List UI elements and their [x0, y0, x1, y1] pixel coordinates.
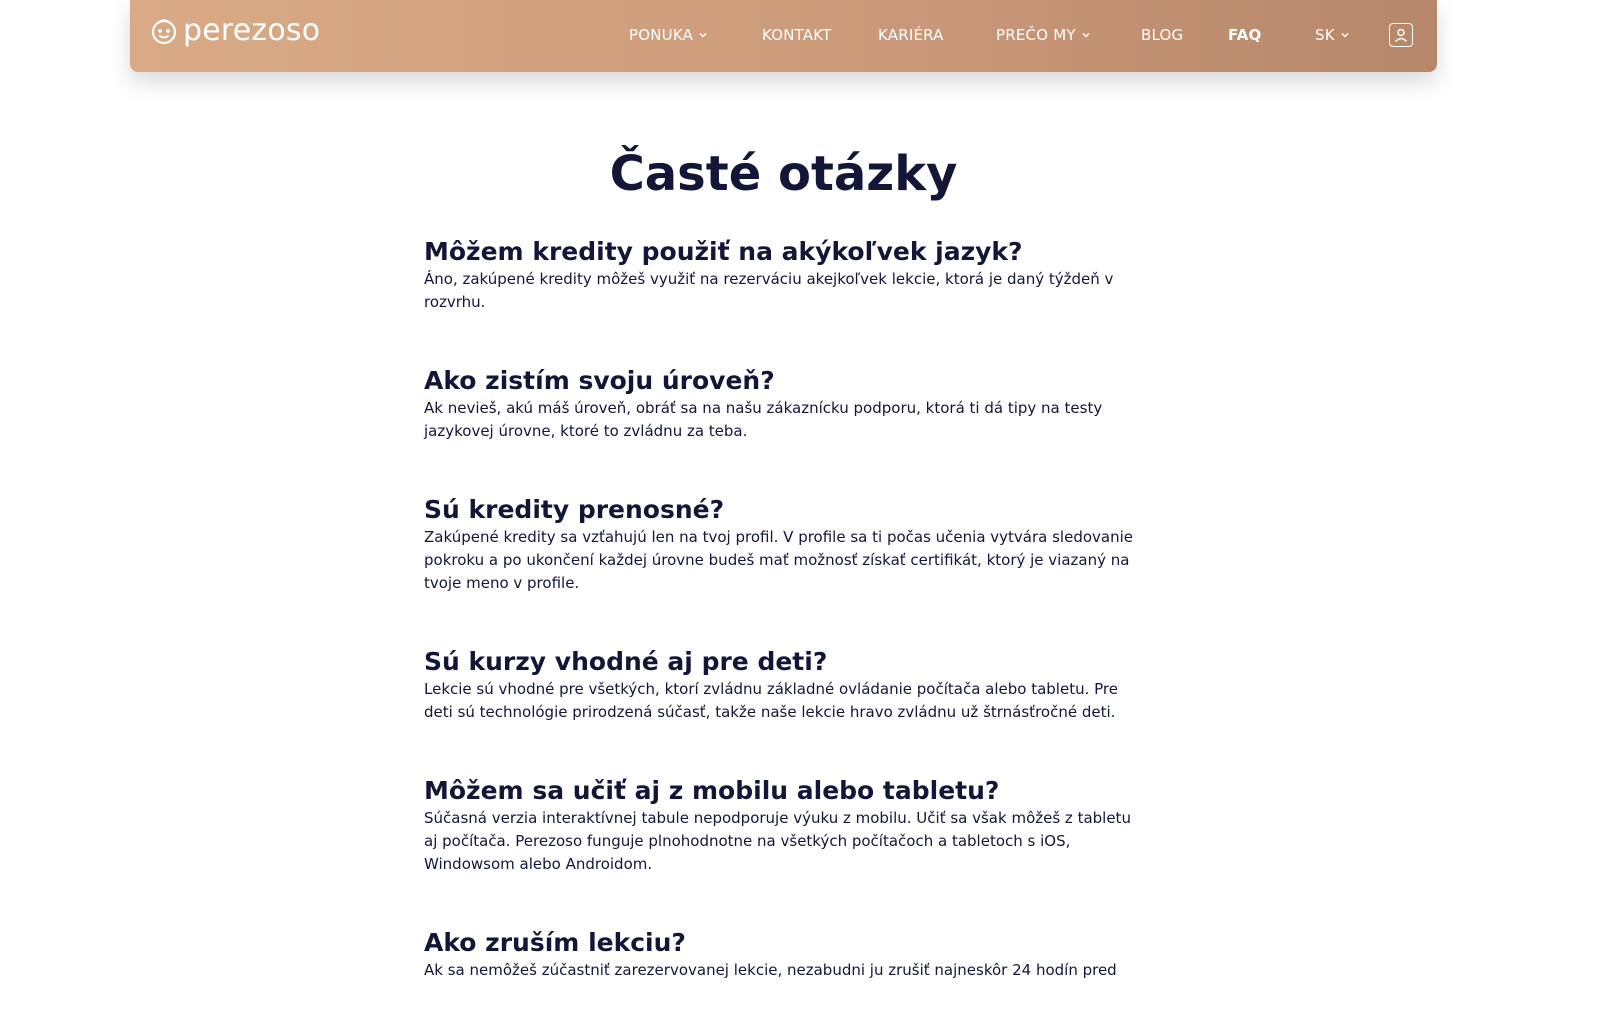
faq-answer: Zakúpené kredity sa vzťahujú len na tvoj profil. V profile sa ti počas učenia vytvára sledovanie pokroku a po ukončení každej úrovne budeš mať možnosť získať certifikát, ktorý je viazaný na tvoje meno v profile. — [424, 528, 1133, 592]
nav-blog-label: BLOG — [1141, 26, 1184, 44]
faq-item — [424, 494, 1142, 595]
nav-kariera-label: KARIÉRA — [878, 26, 944, 44]
logo-text: perezoso — [183, 13, 321, 48]
faq-question: Môžem sa učiť aj z mobilu alebo tabletu? — [424, 776, 1000, 805]
nav-blog[interactable] — [1141, 26, 1183, 44]
language-label: SK — [1315, 26, 1335, 44]
faq-answer: Áno, zakúpené kredity môžeš využiť na rezerváciu akejkoľvek lekcie, ktorá je daný týždeň v rozvrhu. — [424, 270, 1114, 311]
chevron-down-icon — [1081, 30, 1091, 40]
user-icon — [1393, 27, 1409, 43]
faq-item — [424, 775, 1142, 876]
nav-kariera[interactable] — [878, 26, 944, 44]
nav-faq-label: FAQ — [1228, 26, 1262, 44]
faq-question: Ako zistím svoju úroveň? — [424, 366, 775, 395]
nav-faq[interactable] — [1228, 26, 1262, 44]
page-title: Časté otázky — [609, 146, 958, 202]
faq-item — [424, 236, 1142, 314]
top-navbar — [130, 0, 1437, 72]
faq-question: Sú kurzy vhodné aj pre deti? — [424, 647, 828, 676]
nav-ponuka[interactable] — [629, 26, 708, 44]
faq-answer: Ak nevieš, akú máš úroveň, obráť sa na našu zákaznícku podporu, ktorá ti dá tipy na testy jazykovej úrovne, ktoré to zvládnu za teba. — [424, 399, 1103, 440]
faq-answer: Lekcie sú vhodné pre všetkých, ktorí zvládnu základné ovládanie počítača alebo tabletu. Pre deti sú technológie prirodzená súčasť, takže naše lekcie hravo zvládnu už štrnásťročné deti. — [424, 680, 1118, 721]
nav-ponuka-label: PONUKA — [629, 26, 694, 44]
sloth-logo-icon — [151, 17, 177, 45]
language-selector[interactable] — [1315, 26, 1350, 44]
chevron-down-icon — [1340, 30, 1350, 40]
faq-question: Môžem kredity použiť na akýkoľvek jazyk? — [424, 237, 1023, 266]
nav-preco-my-label: PREČO MY — [996, 26, 1076, 44]
user-account-button[interactable] — [1389, 23, 1413, 47]
faq-question: Ako zruším lekciu? — [424, 928, 686, 957]
faq-list — [424, 236, 1142, 1033]
faq-item — [424, 365, 1142, 443]
logo[interactable] — [151, 13, 321, 48]
faq-answer: Ak sa nemôžeš zúčastniť zarezervovanej lekcie, nezabudni ju zrušiť najneskôr 24 hodín pred — [424, 961, 1117, 979]
faq-answer: Súčasná verzia interaktívnej tabule nepodporuje výuku z mobilu. Učiť sa však môžeš z tabletu aj počítača. Perezoso funguje plnohodnotne na všetkých počítačoch a tabletoch s iOS, Windowsom alebo Androidom. — [424, 809, 1131, 873]
nav-kontakt-label: KONTAKT — [762, 26, 832, 44]
faq-question: Sú kredity prenosné? — [424, 495, 725, 524]
faq-item — [424, 927, 1142, 982]
nav-kontakt[interactable] — [762, 26, 832, 44]
nav-preco-my[interactable] — [996, 26, 1091, 44]
faq-item — [424, 646, 1142, 724]
chevron-down-icon — [698, 30, 708, 40]
